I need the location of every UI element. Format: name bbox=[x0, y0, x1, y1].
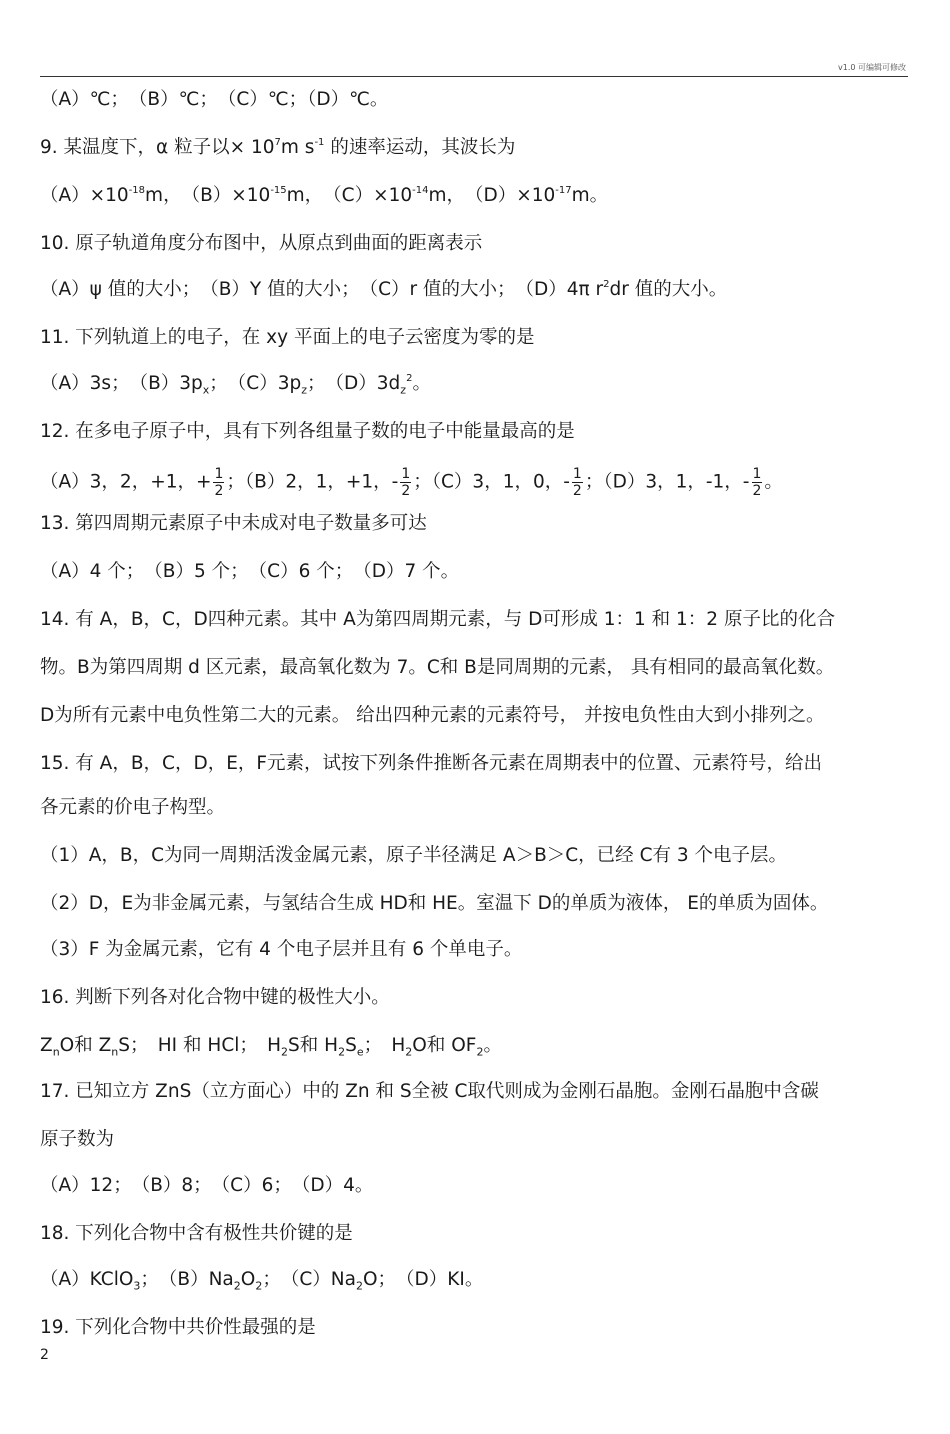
page-number: 2 bbox=[40, 1347, 49, 1363]
text-run: 的速率运动，其波长为 bbox=[324, 137, 516, 158]
text-run: ； （C）3p bbox=[209, 373, 302, 394]
text-run: S bbox=[345, 1035, 357, 1056]
header-rule bbox=[40, 76, 908, 77]
subscript: 2 bbox=[476, 1045, 484, 1059]
subscript: 3 bbox=[133, 1279, 141, 1293]
subscript: z bbox=[301, 383, 308, 397]
text-run: m。 bbox=[571, 185, 609, 206]
text-run: Z bbox=[40, 1035, 53, 1056]
text-run: 14. 有 A，B，C，D四种元素。其中 A为第四周期元素，与 D可形成 1：1 和 1：2 原子比的化合 bbox=[40, 609, 835, 630]
text-run: D为所有元素中电负性第二大的元素。 给出四种元素的元素符号， 并按电负性由大到小排列之。 bbox=[40, 705, 825, 726]
text-run: O； （D）KI。 bbox=[362, 1269, 484, 1290]
text-line bbox=[40, 986, 390, 1010]
text-run: 原子数为 bbox=[40, 1129, 115, 1150]
subscript: 2 bbox=[405, 1045, 413, 1059]
text-run: 物。B为第四周期 d 区元素，最高氧化数为 7。C和 B是同周期的元素， 具有相同的最高氧化数。 bbox=[40, 657, 835, 678]
text-run: ；（B）2，1，+1，- bbox=[226, 471, 399, 493]
text-line bbox=[40, 1268, 483, 1299]
text-line bbox=[40, 796, 225, 820]
text-run: （2）D，E为非金属元素，与氢结合生成 HD和 HE。室温下 D的单质为液体， E的单质为固体。 bbox=[40, 893, 829, 914]
text-run: m s bbox=[280, 137, 315, 158]
fraction-numerator: 1 bbox=[752, 466, 762, 482]
text-line bbox=[40, 1034, 502, 1065]
text-line bbox=[40, 1222, 353, 1246]
text-run: O和 OF bbox=[412, 1035, 477, 1056]
text-line bbox=[40, 892, 828, 916]
text-run: （A）KClO bbox=[40, 1269, 134, 1290]
text-run: 15. 有 A，B，C，D，E，F元素，试按下列条件推断各元素在周期表中的位置、元素符号，给出 bbox=[40, 753, 823, 774]
subscript: x bbox=[202, 383, 210, 397]
text-run: m， （B）×10 bbox=[145, 185, 271, 206]
superscript: -14 bbox=[412, 185, 429, 196]
text-run: （3）F 为金属元素，它有 4 个电子层并且有 6 个单电子。 bbox=[40, 939, 523, 960]
text-line bbox=[40, 512, 427, 536]
text-run: O和 Z bbox=[59, 1035, 112, 1056]
fraction-denominator: 2 bbox=[752, 483, 762, 499]
text-line bbox=[40, 1080, 819, 1104]
subscript: 2 bbox=[355, 1279, 363, 1293]
text-run: （A）℃； （B）℃； （C）℃；（D）℃。 bbox=[40, 89, 389, 110]
text-line bbox=[40, 560, 459, 584]
text-run: ； （C）Na bbox=[262, 1269, 356, 1290]
text-line bbox=[40, 1174, 373, 1198]
text-run: 9. 某温度下，α 粒子以× 10 bbox=[40, 137, 275, 158]
text-run: （A）3，2，+1，+ bbox=[40, 471, 212, 493]
text-run: m， （C）×10 bbox=[286, 185, 413, 206]
text-run: ；（D）3，1，-1，- bbox=[584, 471, 750, 493]
text-run: 17. 已知立方 ZnS（立方面心）中的 Zn 和 S全被 C取代则成为金刚石晶胞。金刚石晶胞中含碳 bbox=[40, 1081, 819, 1102]
superscript: -18 bbox=[128, 185, 146, 196]
subscript: 2 bbox=[281, 1045, 289, 1059]
text-line bbox=[40, 1128, 114, 1152]
text-run: （1）A，B，C为同一周期活泼金属元素，原子半径满足 A＞B＞C，已经 C有 3 个电子层。 bbox=[40, 845, 788, 866]
text-run: 11. 下列轨道上的电子，在 xy 平面上的电子云密度为零的是 bbox=[40, 327, 535, 348]
fraction-numerator: 1 bbox=[401, 466, 411, 482]
subscript: 2 bbox=[255, 1279, 263, 1293]
subscript: 2 bbox=[338, 1045, 346, 1059]
text-run: 。 bbox=[412, 373, 431, 394]
superscript: 2 bbox=[406, 373, 413, 384]
fraction-denominator: 2 bbox=[214, 483, 224, 499]
text-line bbox=[40, 278, 727, 302]
text-line bbox=[40, 938, 522, 962]
text-run: （A）4 个； （B）5 个； （C）6 个； （D）7 个。 bbox=[40, 561, 460, 582]
text-run: ； H bbox=[363, 1035, 406, 1056]
text-run: ； （D）3d bbox=[307, 373, 401, 394]
text-run: （A）3s； （B）3p bbox=[40, 373, 203, 394]
text-run: （A）ψ 值的大小； （B）Y 值的大小； （C）r 值的大小； （D）4π r bbox=[40, 279, 604, 300]
text-run: 13. 第四周期元素原子中未成对电子数量多可达 bbox=[40, 513, 427, 534]
fraction-numerator: 1 bbox=[572, 466, 582, 482]
superscript: 7 bbox=[274, 137, 281, 148]
fraction-denominator: 2 bbox=[572, 483, 582, 499]
fraction-denominator: 2 bbox=[401, 483, 411, 499]
text-run: 18. 下列化合物中含有极性共价键的是 bbox=[40, 1223, 353, 1244]
subscript: 2 bbox=[233, 1279, 241, 1293]
text-line bbox=[40, 608, 835, 632]
text-run: m， （D）×10 bbox=[428, 185, 556, 206]
text-run: S； HI 和 HCl； H bbox=[118, 1035, 282, 1056]
fraction-numerator: 1 bbox=[214, 466, 224, 482]
text-line bbox=[40, 752, 822, 776]
text-line bbox=[40, 844, 787, 868]
superscript: -15 bbox=[270, 185, 287, 196]
superscript: 2 bbox=[603, 279, 610, 290]
fraction bbox=[400, 466, 411, 499]
subscript: n bbox=[52, 1045, 60, 1059]
text-run: 16. 判断下列各对化合物中键的极性大小。 bbox=[40, 987, 390, 1008]
fraction bbox=[752, 466, 763, 499]
text-run: （A）12； （B）8； （C）6； （D）4。 bbox=[40, 1175, 374, 1196]
fraction bbox=[213, 466, 224, 499]
text-line bbox=[40, 88, 388, 112]
superscript: -1 bbox=[314, 137, 325, 148]
text-run: 各元素的价电子构型。 bbox=[40, 797, 226, 818]
text-line bbox=[40, 326, 534, 350]
text-run: ； （B）Na bbox=[140, 1269, 234, 1290]
fraction bbox=[572, 466, 583, 499]
subscript: z bbox=[400, 383, 407, 397]
text-line bbox=[40, 656, 834, 680]
text-line bbox=[40, 704, 825, 728]
text-line bbox=[40, 232, 482, 256]
text-line bbox=[40, 1316, 316, 1340]
text-line bbox=[40, 466, 783, 499]
superscript: -17 bbox=[555, 185, 572, 196]
text-run: 。 bbox=[764, 471, 783, 493]
text-run: 10. 原子轨道角度分布图中，从原点到曲面的距离表示 bbox=[40, 233, 483, 254]
text-line bbox=[40, 184, 608, 208]
subscript: e bbox=[356, 1045, 364, 1059]
text-line bbox=[40, 136, 515, 160]
text-run: 。 bbox=[483, 1035, 502, 1056]
header-version-note: v1.0 可编辑可修改 bbox=[838, 63, 906, 72]
text-run: 12. 在多电子原子中，具有下列各组量子数的电子中能量最高的是 bbox=[40, 421, 575, 442]
text-run: ；（C）3，1，0，- bbox=[413, 471, 570, 493]
text-line bbox=[40, 372, 431, 403]
text-run: dr 值的大小。 bbox=[609, 279, 728, 300]
subscript: n bbox=[111, 1045, 119, 1059]
text-run: （A）×10 bbox=[40, 185, 129, 206]
text-run: O bbox=[240, 1269, 256, 1290]
text-run: S和 H bbox=[288, 1035, 339, 1056]
text-line bbox=[40, 420, 575, 444]
text-run: 19. 下列化合物中共价性最强的是 bbox=[40, 1317, 316, 1338]
